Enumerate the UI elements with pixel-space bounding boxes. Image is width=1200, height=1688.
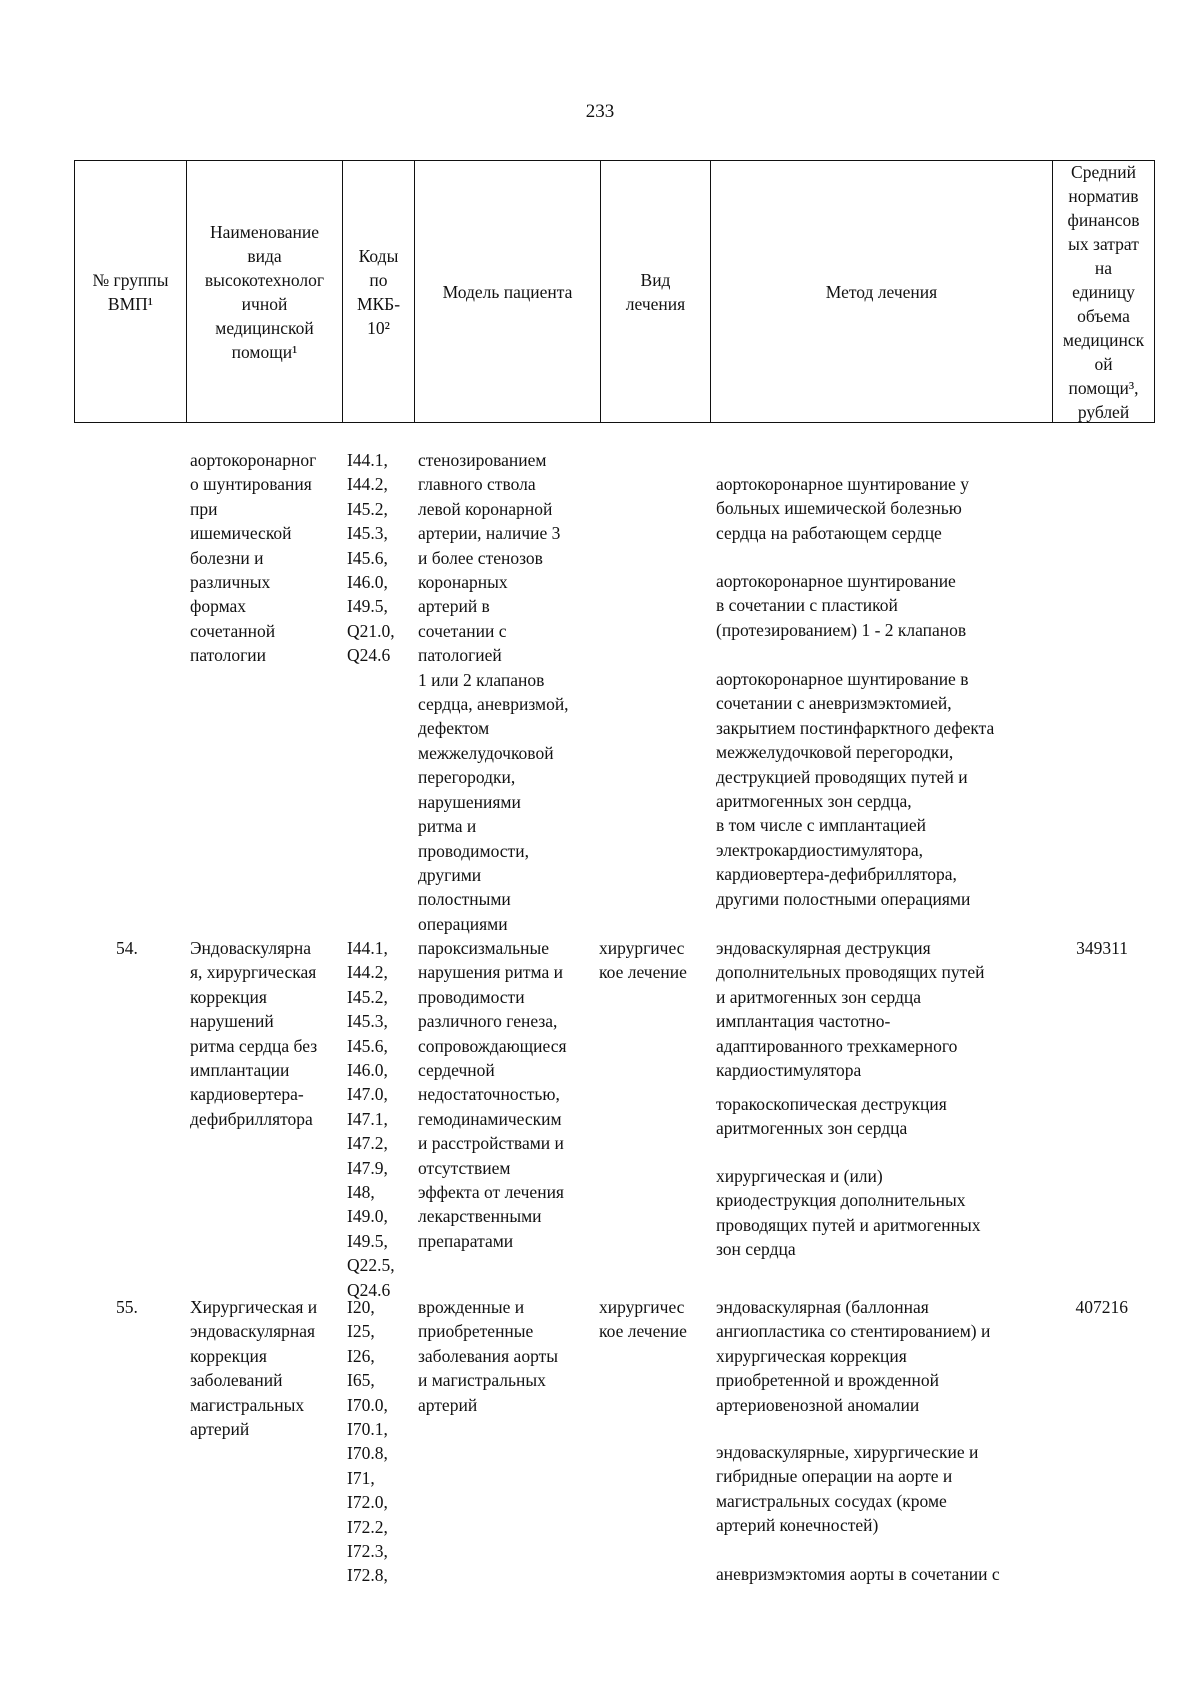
row55-method-2: эндоваскулярные, хирургические и гибридные операции на аорте и магистральных сосудах (кроме артерий конечностей)	[716, 1442, 979, 1536]
header-type-text: Вид лечения	[625, 269, 686, 314]
header-codes-text: Коды по МКБ- 10²	[356, 245, 401, 338]
row1-codes: I44.1, I44.2, I45.2, I45.3, I45.6, I46.0, I49.5, Q21.0, Q24.6	[347, 450, 395, 666]
row54-codes: I44.1, I44.2, I45.2, I45.3, I45.6, I46.0, I47.0, I47.1, I47.2, I47.9, I48, I49.0, I49.5, Q22.5, Q24.6	[347, 938, 395, 1300]
header-model	[415, 161, 601, 422]
header-type	[601, 161, 711, 422]
header-cost	[1053, 161, 1154, 422]
row1-model: стенозированием главного ствола левой коронарной артерии, наличие 3 и более стенозов коронарных артерий в сочетании с патологией 1 или 2 клапанов сердца, аневризмой, дефектом межжелудочковой перегородки, нарушениями ритма и проводимости, другими полостными операциями	[418, 450, 569, 934]
row1-method-2: аортокоронарное шунтирование в сочетании с пластикой (протезированием) 1 - 2 клапанов	[716, 571, 967, 640]
row55-cost: 407216	[1075, 1297, 1128, 1317]
row1-method-1: аортокоронарное шунтирование у больных ишемической болезнью сердца на работающем сердце	[716, 474, 969, 543]
row54-name: Эндоваскулярна я, хирургическая коррекция нарушений ритма сердца без имплантации кардиовертера- дефибриллятора	[190, 938, 318, 1129]
header-cost-text: Средний норматив финансов ых затрат на единицу объема медицинск ой помощи³, рублей	[1062, 161, 1145, 422]
row54-type: хирургичес кое лечение	[599, 938, 687, 983]
row55-type: хирургичес кое лечение	[599, 1297, 687, 1342]
row55-model: врожденные и приобретенные заболевания аорты и магистральных артерий	[418, 1297, 558, 1415]
row55-method-1: эндоваскулярная (баллонная ангиопластика со стентированием) и хирургическая коррекция приобретенной и врожденной артериовенозной аномалии	[716, 1297, 991, 1415]
row55-name: Хирургическая и эндоваскулярная коррекция заболеваний магистральных артерий	[190, 1297, 318, 1440]
row54-method-3: хирургическая и (или) криодеструкция дополнительных проводящих путей и аритмогенных зон сердца	[716, 1166, 981, 1260]
row54-method-2: торакоскопическая деструкция аритмогенных зон сердца	[716, 1094, 947, 1139]
header-group	[75, 161, 187, 422]
row55-number: 55.	[116, 1297, 138, 1317]
row55-codes: I20, I25, I26, I65, I70.0, I70.1, I70.8, I71, I72.0, I72.2, I72.3, I72.8,	[347, 1297, 388, 1586]
row1-method-3: аортокоронарное шунтирование в сочетании с аневризмэктомией, закрытием постинфарктного дефекта межжелудочковой перегородки, деструкцией проводящих путей и аритмогенных зон сердца, в том числе с имплантацией электрокардиостимулятора, кардиовертера-дефибриллятора, другими полостными операциями	[716, 669, 995, 909]
row54-number: 54.	[116, 938, 138, 958]
header-method-text: Метод лечения	[825, 281, 938, 302]
header-name	[187, 161, 343, 422]
row54-method-1: эндоваскулярная деструкция дополнительных проводящих путей и аритмогенных зон сердца имплантация частотно- адаптированного трехкамерного кардиостимулятора	[716, 938, 985, 1081]
header-group-text: № группы ВМП¹	[92, 269, 169, 314]
header-name-text: Наименование вида высокотехнолог ичной медицинской помощи¹	[204, 221, 325, 362]
row1-name: аортокоронарног о шунтирования при ишемической болезни и различных формах сочетанной патологии	[190, 450, 317, 666]
header-codes	[343, 161, 415, 422]
header-method	[711, 161, 1053, 422]
page-number: 233	[585, 101, 615, 122]
table-header	[74, 160, 1155, 423]
row54-cost: 349311	[1076, 938, 1128, 958]
header-model-text: Модель пациента	[442, 281, 573, 302]
row55-method-3: аневризмэктомия аорты в сочетании с	[716, 1564, 1000, 1584]
row54-model: пароксизмальные нарушения ритма и проводимости различного генеза, сопровождающиеся сердечной недостаточностью, гемодинамическим и расстройствами и отсутствием эффекта от лечения лекарственными препаратами	[418, 938, 567, 1251]
